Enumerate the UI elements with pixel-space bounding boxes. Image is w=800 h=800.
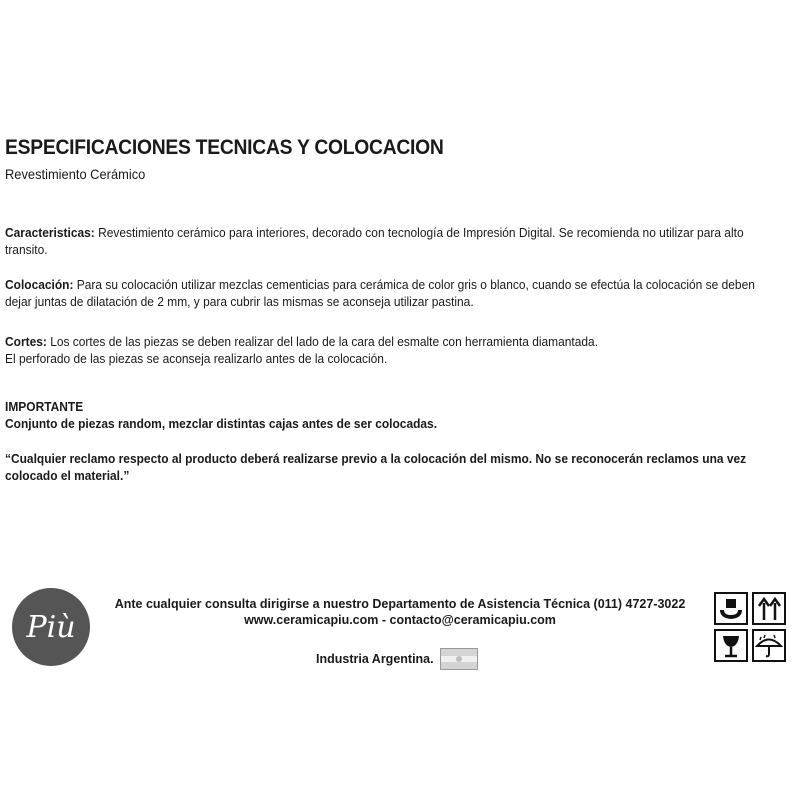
- importante-heading: IMPORTANTE: [5, 399, 84, 414]
- keep-dry-umbrella-icon: [752, 629, 786, 662]
- document-title: ESPECIFICACIONES TECNICAS Y COLOCACION: [5, 136, 444, 159]
- packaging-symbols: [714, 592, 788, 664]
- colocacion-text: Para su colocación utilizar mezclas cementicias para cerámica de color gris o blanco, cuando se efectúa la colocación se deben dejar juntas de dilatación de 2 mm, y para cubrir las mismas se aconseja utilizar pastina.: [5, 277, 755, 309]
- colocacion-label: Colocación:: [5, 277, 74, 292]
- footer-web-line: www.ceramicapiu.com - contacto@ceramicapiu.com: [244, 613, 556, 627]
- brand-logo-text: Più: [26, 610, 76, 645]
- brand-logo: [12, 588, 90, 666]
- section-reclamo: [5, 450, 759, 484]
- cortes-text-line2: El perforado de las piezas se aconseja realizarlo antes de la colocación.: [5, 351, 388, 366]
- importante-text: Conjunto de piezas random, mezclar distintas cajas antes de ser colocadas.: [5, 416, 438, 431]
- this-way-up-icon: [752, 592, 786, 625]
- origin-row: [316, 648, 478, 670]
- section-cortes: [5, 333, 759, 367]
- fragile-glass-icon: [714, 629, 748, 662]
- origin-text: Industria Argentina.: [316, 652, 434, 666]
- section-importante: [5, 398, 759, 432]
- argentina-flag-icon: [440, 648, 478, 670]
- caracteristicas-text: Revestimiento cerámico para interiores, decorado con tecnología de Impresión Digital. Se recomienda no utilizar para alto transito.: [5, 225, 744, 257]
- section-colocacion: [5, 276, 759, 310]
- section-caracteristicas: [5, 224, 759, 258]
- reclamo-text: “Cualquier reclamo respecto al producto deberá realizarse previo a la colocación del mismo. No se reconocerán reclamos una vez colocado el material.”: [5, 451, 747, 483]
- footer-contact-line: Ante cualquier consulta dirigirse a nuestro Departamento de Asistencia Técnica (011) 4727-3022: [114, 597, 686, 611]
- cortes-label: Cortes:: [5, 334, 47, 349]
- caracteristicas-label: Caracteristicas:: [5, 225, 95, 240]
- handle-with-care-icon: [714, 592, 748, 625]
- document-subtitle: Revestimiento Cerámico: [5, 166, 146, 182]
- cortes-text: Los cortes de las piezas se deben realizar del lado de la cara del esmalte con herramienta diamantada.: [46, 334, 599, 349]
